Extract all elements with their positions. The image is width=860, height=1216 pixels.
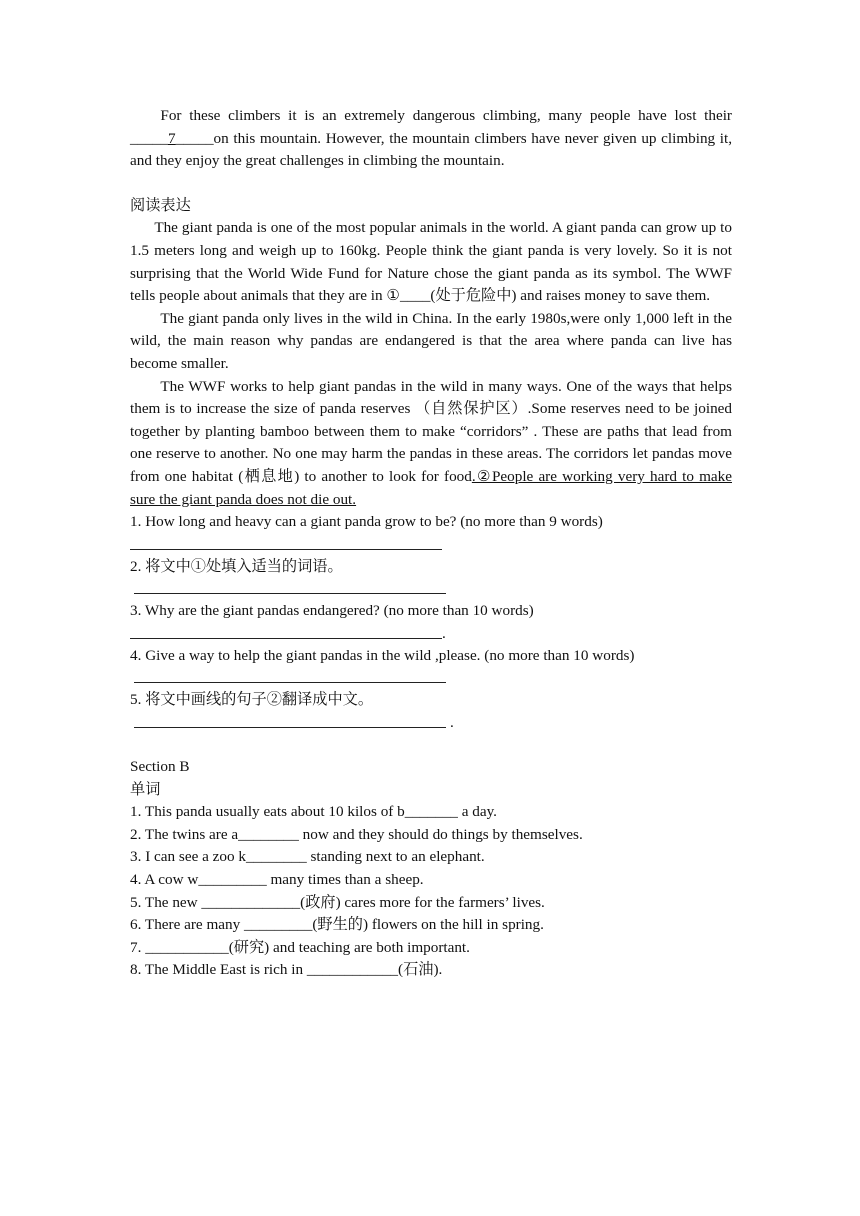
vocab-item-8: 8. The Middle East is rich in ____________(石油). bbox=[130, 961, 443, 979]
answer-line-3 bbox=[130, 623, 732, 645]
blank-left: _____ bbox=[130, 129, 168, 147]
vocab-item-5: 5. The new _____________(政府) cares more for the farmers’ lives. bbox=[130, 893, 545, 911]
answer-line-2 bbox=[130, 578, 732, 600]
underlined-sentence: .②People are working very hard to make sure the giant panda does not die out. bbox=[130, 467, 732, 508]
answer-line-4 bbox=[130, 667, 732, 689]
paragraph-text: For these climbers it is an extremely dangerous climbing, many people have lost their bbox=[160, 107, 732, 124]
question-3: 3. Why are the giant pandas endangered? (no more than 10 words) bbox=[130, 602, 534, 620]
question-5: 5. 将文中画线的句子②翻译成中文。 bbox=[130, 691, 373, 709]
vocab-item-1: 1. This panda usually eats about 10 kilos of b_______ a day. bbox=[130, 803, 497, 821]
section-b-title: Section B bbox=[130, 758, 190, 776]
vocab-item-4: 4. A cow w_________ many times than a sheep. bbox=[130, 871, 424, 889]
blank-number: 7 bbox=[167, 129, 176, 147]
vocab-item-7: 7. ___________(研究) and teaching are both important. bbox=[130, 938, 470, 956]
paragraph-text: on this mountain. However, the mountain climbers have never given up climbing it, and they enjoy the great challenges in climbing the mountain. bbox=[130, 129, 732, 170]
reading-paragraph-1: The giant panda is one of the most popular animals in the world. A giant panda can grow up to 1.5 meters long and weigh up to 160kg. People think the giant panda is very lovely. So it is not surprising that the World Wide Fund for Nature chose the giant panda as its symbol. The WWF tells people about animals that they are in ①____(处于危险中) and raises money to save them. bbox=[130, 219, 732, 305]
reading-paragraph-2: The giant panda only lives in the wild in China. In the early 1980s,were only 1,000 left in the wild, the main reason why pandas are endangered is that the area where panda can live has become smaller. bbox=[130, 309, 732, 372]
reading-paragraph-3 bbox=[130, 376, 732, 512]
line-period: . bbox=[450, 714, 454, 732]
reading-heading: 阅读表达 bbox=[130, 196, 191, 214]
paragraph-text: The WWF works to help giant pandas in the wild in many ways. One of the ways that helps them is to increase the size of panda reserves （自然保护区）.Some reserves need to be joined together by planting bamboo between them to make “corridors” . These are paths that lead from one reserve to another. No one may harm the pandas in these areas. The corridors let pandas move from one habitat (栖息地) to another to look for food bbox=[130, 377, 732, 485]
line-period: . bbox=[442, 624, 446, 642]
blank-right: _____ bbox=[175, 129, 214, 147]
vocab-item-2: 2. The twins are a________ now and they should do things by themselves. bbox=[130, 825, 583, 843]
question-2: 2. 将文中①处填入适当的词语。 bbox=[130, 557, 343, 575]
section-b-subtitle: 单词 bbox=[130, 780, 161, 798]
vocab-item-3: 3. I can see a zoo k________ standing next to an elephant. bbox=[130, 848, 485, 866]
answer-line-5 bbox=[130, 712, 732, 734]
paragraph-climbers bbox=[130, 105, 732, 173]
vocab-item-6: 6. There are many _________(野生的) flowers on the hill in spring. bbox=[130, 916, 544, 934]
answer-line-1 bbox=[130, 534, 732, 556]
question-1: 1. How long and heavy can a giant panda grow to be? (no more than 9 words) bbox=[130, 513, 603, 531]
question-4: 4. Give a way to help the giant pandas in the wild ,please. (no more than 10 words) bbox=[130, 646, 635, 664]
document-page bbox=[130, 105, 732, 982]
